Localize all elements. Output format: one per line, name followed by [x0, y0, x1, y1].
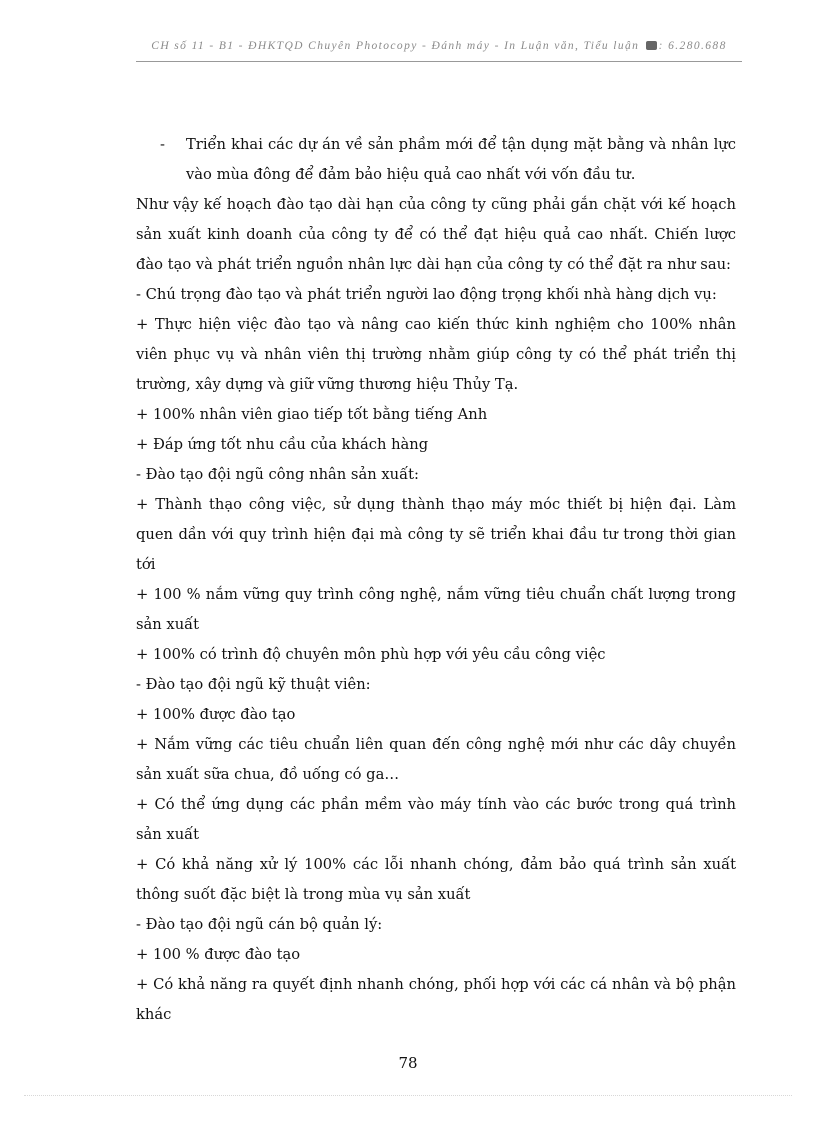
paragraph: + 100% được đào tạo — [136, 706, 296, 723]
header-phone-number: : 6.280.688 — [658, 40, 727, 52]
page-header — [136, 40, 742, 52]
header-text: CH số 11 - B1 - ĐHKTQD Chuyên Photocopy - Đánh máy - In Luận văn, Tiểu luận — [151, 40, 640, 52]
page-number: 78 — [398, 1054, 418, 1072]
bullet-text: Triển khai các dự án về sản phầm mới để tận dụng mặt bằng và nhân lực vào mùa đông để đảm bảo hiệu quả cao nhất với vốn đầu tư. — [186, 136, 736, 183]
paragraph: - Đào tạo đội ngũ kỹ thuật viên: — [136, 676, 371, 693]
paragraph: + 100% có trình độ chuyên môn phù hợp với yêu cầu công việc — [136, 646, 606, 663]
paragraph: + Thực hiện việc đào tạo và nâng cao kiến thức kinh nghiệm cho 100% nhân viên phục vụ và nhân viên thị trường nhằm giúp công ty có thể phát triển thị trường, xây dựng và giữ vững thương hiệu Thủy Tạ. — [136, 316, 736, 393]
paragraph: Như vậy kế hoạch đào tạo dài hạn của công ty cũng phải gắn chặt với kế hoạch sản xuất kinh doanh của công ty để có thể đạt hiệu quả cao nhất. Chiến lược đào tạo và phát triển nguồn nhân lực dài hạn của công ty có thể đặt ra như sau: — [136, 196, 736, 273]
paragraph: + Có khả năng xử lý 100% các lỗi nhanh chóng, đảm bảo quá trình sản xuất thông suốt đặc biệt là trong mùa vụ sản xuất — [136, 856, 736, 903]
paragraph: + Có thể ứng dụng các phần mềm vào máy tính vào các bước trong quá trình sản xuất — [136, 796, 736, 843]
paragraph: + Có khả năng ra quyết định nhanh chóng, phối hợp với các cá nhân và bộ phận khác — [136, 976, 736, 1023]
paragraph: - Đào tạo đội ngũ công nhân sản xuất: — [136, 466, 419, 483]
bullet-item — [136, 130, 736, 190]
phone-icon — [646, 41, 657, 50]
header-divider — [136, 61, 742, 62]
paragraph: + Nắm vững các tiêu chuẩn liên quan đến công nghệ mới như các dây chuyền sản xuất sữa chua, đồ uống có ga… — [136, 736, 736, 783]
paragraph: - Chú trọng đào tạo và phát triển người lao động trọng khối nhà hàng dịch vụ: — [136, 286, 717, 303]
paragraph: + Thành thạo công việc, sử dụng thành thạo máy móc thiết bị hiện đại. Làm quen dần với quy trình hiện đại mà công ty sẽ triển khai đầu tư trong thời gian tới — [136, 496, 736, 573]
bullet-mark: - — [160, 136, 165, 153]
paragraph: + 100 % được đào tạo — [136, 946, 301, 963]
footer-divider — [24, 1095, 792, 1096]
paragraph: - Đào tạo đội ngũ cán bộ quản lý: — [136, 916, 383, 933]
paragraph: + 100% nhân viên giao tiếp tốt bằng tiếng Anh — [136, 406, 488, 423]
paragraph: + 100 % nắm vững quy trình công nghệ, nắm vững tiêu chuẩn chất lượng trong sản xuất — [136, 586, 736, 633]
document-body — [136, 130, 736, 1030]
paragraph: + Đáp ứng tốt nhu cầu của khách hàng — [136, 436, 429, 453]
